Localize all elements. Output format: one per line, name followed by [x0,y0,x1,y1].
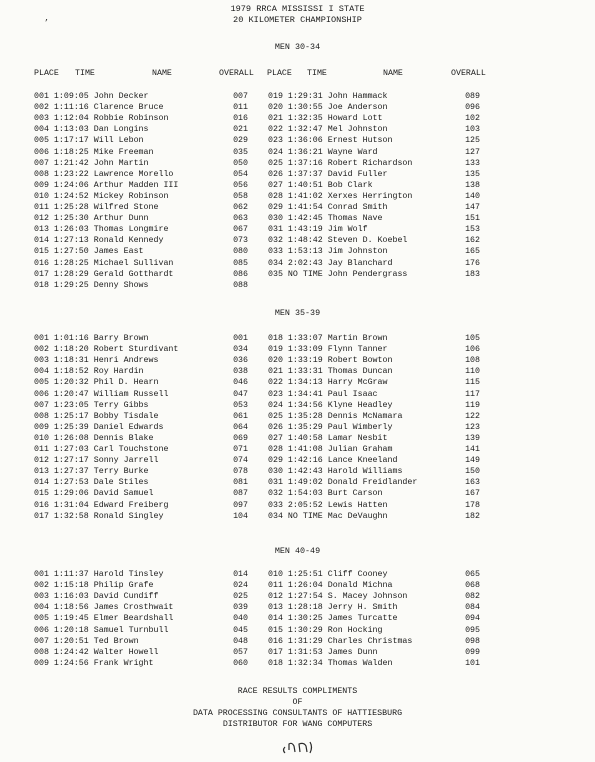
table-row: 003 1:12:04 Robbie Robinson [34,114,169,124]
overall-cell: 163 [465,478,480,488]
page-title-line2: 20 KILOMETER CHAMPIONSHIP [233,15,362,25]
table-row: 013 1:27:37 Terry Burke [34,467,149,477]
table-row: 012 1:25:30 Arthur Dunn [34,214,149,224]
col-place-right: PLACE [267,69,292,78]
overall-cell: 056 [233,180,248,190]
overall-cell: 011 [233,103,248,113]
footer-line: DISTRIBUTOR FOR WANG COMPUTERS [222,720,373,729]
overall-cell: 065 [465,570,480,579]
overall-cell: 068 [465,581,480,591]
overall-cell: 102 [465,114,480,124]
overall-cell: 034 [233,345,248,355]
table-row: 026 1:35:29 Paul Wimberly [268,422,393,432]
overall-cell: 047 [233,389,248,399]
overall-cell: 071 [233,445,248,454]
overall-cell: 036 [233,356,248,366]
handwritten-mark-icon [279,738,315,754]
overall-cell: 084 [465,603,480,613]
table-row: 025 1:35:28 Dennis McNamara [268,411,403,421]
overall-cell: 078 [233,467,248,477]
overall-cell: 062 [233,203,248,212]
col-name-right: NAME [383,69,403,78]
table-row: 014 1:27:13 Ronald Kennedy [34,236,164,246]
section-title: MEN 35-39 [274,308,321,318]
overall-cell: 176 [465,258,480,268]
overall-cell: 048 [233,636,248,646]
table-row: 018 1:32:34 Thomas Walden [268,658,393,668]
table-row: 028 1:41:08 Julian Graham [268,445,393,454]
table-row: 030 1:42:43 Harold Williams [268,467,403,477]
scan-mark-icon: ’ [44,19,49,28]
overall-cell: 094 [465,614,480,624]
table-row: 023 1:34:41 Paul Isaac [268,389,378,399]
overall-cell: 123 [465,422,480,432]
table-row: 010 1:26:08 Dennis Blake [34,433,154,443]
table-row: 016 1:31:29 Charles Christmas [268,636,413,646]
table-row: 006 1:20:47 William Russell [34,389,169,399]
table-row: 013 1:26:03 Thomas Longmire [34,225,169,235]
table-row: 019 1:33:09 Flynn Tanner [268,345,388,355]
table-row: 008 1:24:42 Walter Howell [34,647,159,657]
table-row: 017 1:28:29 Gerald Gotthardt [34,269,174,279]
table-row: 007 1:20:51 Ted Brown [34,636,139,646]
table-row: 002 1:11:16 Clarence Bruce [34,103,164,113]
col-overall-right: OVERALL [451,69,486,78]
overall-cell: 110 [465,367,480,377]
table-row: 006 1:18:25 Mike Freeman [34,147,154,157]
table-row: 002 1:15:18 Philip Grafe [34,581,154,591]
overall-cell: 067 [233,225,248,235]
page-title-line1: 1979 RRCA MISSISSI I STATE [230,4,365,14]
table-row: 005 1:17:17 Will Lebon [34,136,144,146]
table-row: 003 1:16:03 David Cundiff [34,592,159,602]
section-title: MEN 30-34 [274,42,321,52]
table-row: 022 1:32:47 Mel Johnston [268,125,388,135]
overall-cell: 035 [233,147,248,157]
table-row: 001 1:01:16 Barry Brown [34,334,149,343]
table-row: 026 1:37:37 David Fuller [268,169,388,179]
overall-cell: 125 [465,136,480,146]
overall-cell: 074 [233,456,248,466]
overall-cell: 046 [233,378,248,388]
table-row: 022 1:34:13 Harry McGraw [268,378,388,388]
overall-cell: 063 [233,214,248,224]
table-row: 011 1:26:04 Donald Michna [268,581,393,591]
section-title: MEN 40-49 [274,546,321,556]
table-row: 035 NO TIME John Pendergrass [268,269,408,279]
table-row: 032 1:54:03 Burt Carson [268,489,383,499]
overall-cell: 029 [233,136,248,146]
overall-cell: 135 [465,169,480,179]
overall-cell: 081 [233,478,248,488]
overall-cell: 183 [465,269,480,279]
overall-cell: 082 [465,592,480,602]
overall-cell: 001 [233,334,248,343]
col-time-right: TIME [307,69,327,78]
overall-cell: 050 [233,158,248,168]
overall-cell: 127 [465,147,480,157]
overall-cell: 099 [465,647,480,657]
table-row: 032 1:48:42 Steven D. Koebel [268,236,408,246]
table-row: 014 1:27:53 Dale Stiles [34,478,149,488]
table-row: 019 1:29:31 John Hammack [268,92,388,101]
overall-cell: 117 [465,389,480,399]
overall-cell: 106 [465,345,480,355]
footer-line: OF [292,698,303,707]
table-row: 034 NO TIME Mac DeVaughn [268,511,388,521]
table-row: 013 1:28:18 Jerry H. Smith [268,603,398,613]
footer-line: RACE RESULTS COMPLIMENTS [237,687,358,696]
overall-cell: 021 [233,125,248,135]
table-row: 005 1:20:32 Phil D. Hearn [34,378,159,388]
overall-cell: 165 [465,247,480,257]
table-row: 021 1:33:31 Thomas Duncan [268,367,393,377]
table-row: 012 1:27:54 S. Macey Johnson [268,592,408,602]
col-name-left: NAME [152,69,172,78]
overall-cell: 045 [233,625,248,635]
table-row: 004 1:18:56 James Crosthwait [34,603,174,613]
col-overall-left: OVERALL [219,69,254,78]
table-row: 004 1:13:03 Dan Longins [34,125,149,135]
table-row: 021 1:32:35 Howard Lott [268,114,383,124]
table-row: 016 1:28:25 Michael Sullivan [34,258,174,268]
table-row: 027 1:40:58 Lamar Nesbit [268,433,388,443]
table-row: 006 1:20:18 Samuel Turnbull [34,625,169,635]
table-row: 008 1:25:17 Bobby Tisdale [34,411,159,421]
overall-cell: 101 [465,658,480,668]
overall-cell: 119 [465,400,480,410]
overall-cell: 138 [465,180,480,190]
overall-cell: 025 [233,592,248,602]
table-row: 033 2:05:52 Lewis Hatten [268,500,388,510]
overall-cell: 139 [465,433,480,443]
table-row: 010 1:25:51 Cliff Cooney [268,570,388,579]
table-row: 020 1:30:55 Joe Anderson [268,103,388,113]
overall-cell: 069 [233,433,248,443]
table-row: 024 1:36:21 Wayne Ward [268,147,378,157]
table-row: 015 1:30:29 Ron Hocking [268,625,383,635]
table-row: 024 1:34:56 Klyne Headley [268,400,393,410]
overall-cell: 064 [233,422,248,432]
overall-cell: 061 [233,411,248,421]
overall-cell: 080 [233,247,248,257]
table-row: 029 1:41:54 Conrad Smith [268,203,388,212]
table-row: 007 1:23:05 Terry Gibbs [34,400,149,410]
overall-cell: 007 [233,92,248,101]
table-row: 011 1:25:28 Wilfred Stone [34,203,159,212]
table-row: 010 1:24:52 Mickey Robinson [34,191,169,201]
overall-cell: 115 [465,378,480,388]
overall-cell: 058 [233,191,248,201]
table-row: 011 1:27:03 Carl Touchstone [34,445,169,454]
table-row: 001 1:11:37 Harold Tinsley [34,570,164,579]
table-row: 016 1:31:04 Edward Freiberg [34,500,169,510]
table-row: 005 1:19:45 Elmer Beardshall [34,614,174,624]
overall-cell: 098 [465,636,480,646]
overall-cell: 108 [465,356,480,366]
table-row: 034 2:02:43 Jay Blanchard [268,258,393,268]
overall-cell: 141 [465,445,480,454]
overall-cell: 085 [233,258,248,268]
table-row: 009 1:24:56 Frank Wright [34,658,154,668]
overall-cell: 016 [233,114,248,124]
table-row: 018 1:33:07 Martin Brown [268,334,388,343]
overall-cell: 149 [465,456,480,466]
overall-cell: 038 [233,367,248,377]
col-time-left: TIME [75,69,95,78]
footer-line: DATA PROCESSING CONSULTANTS OF HATTIESBURG [192,709,403,718]
table-row: 020 1:33:19 Robert Bowton [268,356,393,366]
table-row: 028 1:41:02 Xerxes Herrington [268,191,413,201]
overall-cell: 150 [465,467,480,477]
table-row: 030 1:42:45 Thomas Nave [268,214,383,224]
overall-cell: 024 [233,581,248,591]
table-row: 003 1:18:31 Henri Andrews [34,356,159,366]
table-row: 033 1:53:13 Jim Johnston [268,247,388,257]
overall-cell: 089 [465,92,480,101]
table-row: 004 1:18:52 Roy Hardin [34,367,144,377]
table-row: 002 1:18:20 Robert Sturdivant [34,345,179,355]
overall-cell: 088 [233,280,248,290]
overall-cell: 097 [233,500,248,510]
overall-cell: 122 [465,411,480,421]
overall-cell: 054 [233,169,248,179]
overall-cell: 073 [233,236,248,246]
table-row: 018 1:29:25 Denny Shows [34,280,149,290]
overall-cell: 095 [465,625,480,635]
overall-cell: 133 [465,158,480,168]
overall-cell: 140 [465,191,480,201]
overall-cell: 087 [233,489,248,499]
overall-cell: 182 [465,511,480,521]
overall-cell: 105 [465,334,480,343]
table-row: 027 1:40:51 Bob Clark [268,180,373,190]
table-row: 029 1:42:16 Lance Kneeland [268,456,398,466]
table-row: 015 1:27:50 James East [34,247,144,257]
overall-cell: 086 [233,269,248,279]
overall-cell: 040 [233,614,248,624]
overall-cell: 103 [465,125,480,135]
table-row: 008 1:23:22 Lawrence Morello [34,169,174,179]
table-row: 031 1:43:19 Jim Wolf [268,225,368,235]
col-place-left: PLACE [34,69,59,78]
table-row: 014 1:30:25 James Turcatte [268,614,398,624]
table-row: 007 1:21:42 John Martin [34,158,149,168]
overall-cell: 104 [233,511,248,521]
table-row: 012 1:27:17 Sonny Jarrell [34,456,159,466]
overall-cell: 178 [465,500,480,510]
table-row: 023 1:36:06 Ernest Hutson [268,136,393,146]
overall-cell: 014 [233,570,248,579]
table-row: 009 1:25:39 Daniel Edwards [34,422,164,432]
overall-cell: 060 [233,658,248,668]
overall-cell: 053 [233,400,248,410]
table-row: 001 1:09:05 John Decker [34,92,149,101]
table-row: 031 1:49:02 Donald Freidlander [268,478,418,488]
overall-cell: 151 [465,214,480,224]
table-row: 009 1:24:06 Arthur Madden III [34,180,179,190]
table-row: 015 1:29:06 David Samuel [34,489,154,499]
overall-cell: 096 [465,103,480,113]
table-row: 017 1:31:53 James Dunn [268,647,378,657]
overall-cell: 167 [465,489,480,499]
overall-cell: 039 [233,603,248,613]
table-row: 017 1:32:58 Ronald Singley [34,511,164,521]
table-row: 025 1:37:16 Robert Richardson [268,158,413,168]
overall-cell: 057 [233,647,248,657]
overall-cell: 153 [465,225,480,235]
overall-cell: 147 [465,203,480,212]
overall-cell: 162 [465,236,480,246]
